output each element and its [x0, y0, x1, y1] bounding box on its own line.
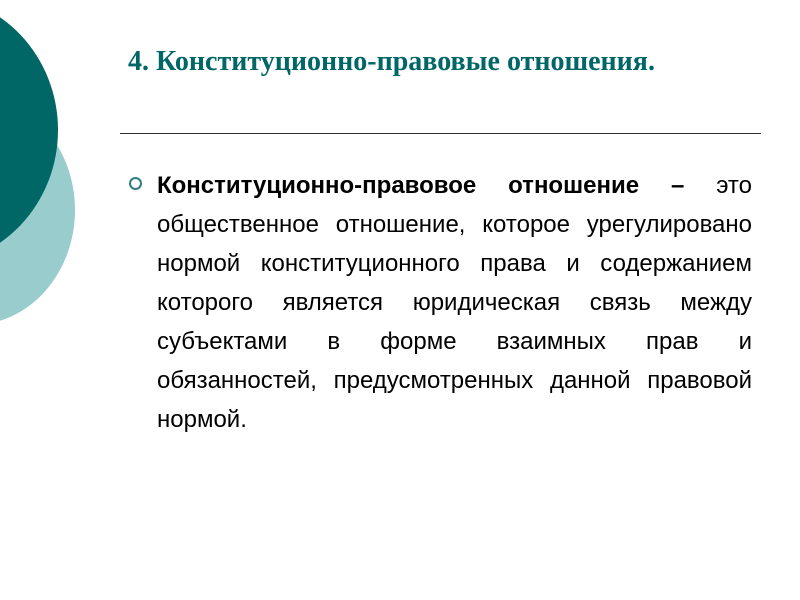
definition-term: Конституционно-правовое отношение –: [157, 172, 685, 199]
hollow-circle-bullet-icon: [129, 177, 142, 190]
title-divider: [120, 133, 761, 134]
definition-text: это общественное отношение, которое урегулировано нормой конституционного права и содержанием которого является юридическая связь между субъектами в форме взаимных прав и обязанностей, предусмотренных данной правовой нормой.: [157, 172, 752, 433]
slide-title: 4. Конституционно-правовые отношения.: [128, 46, 655, 77]
definition-paragraph: [157, 166, 752, 439]
